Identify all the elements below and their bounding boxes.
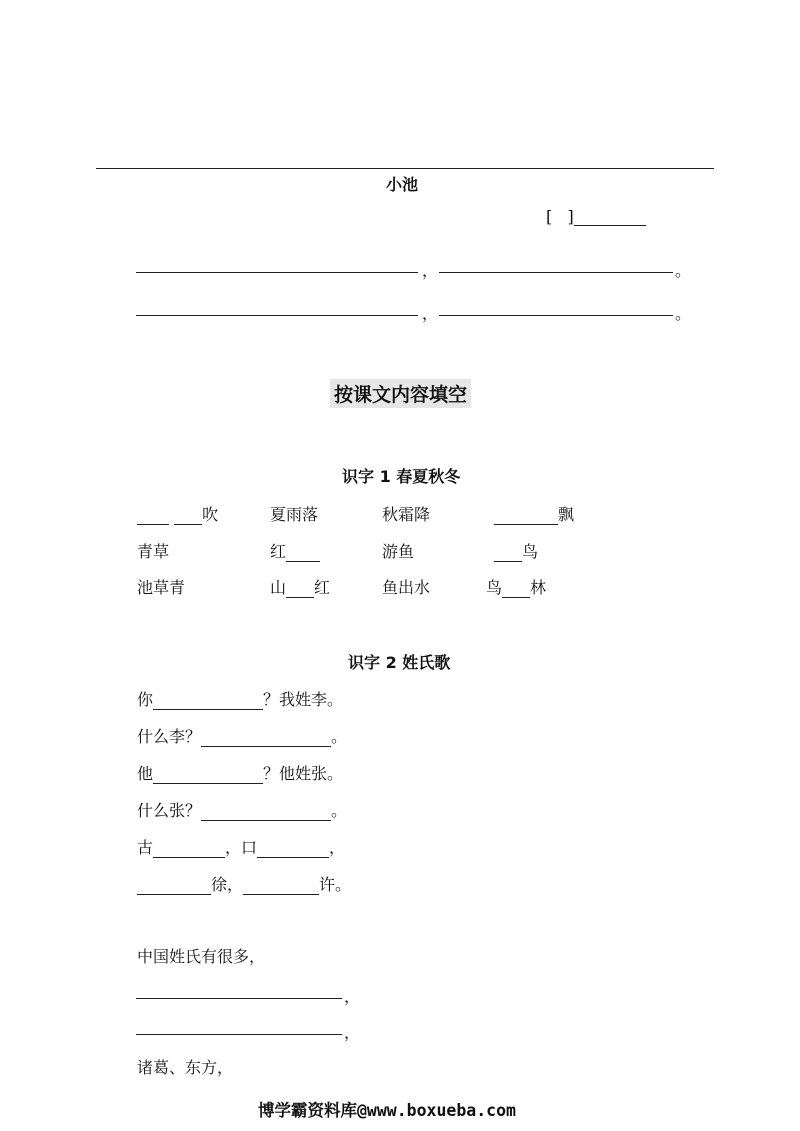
lesson2-line8-blank[interactable] [136,998,342,999]
poem-title: 小池 [386,175,419,194]
lesson2-line4-b: 。 [331,801,348,820]
lesson2-line10: 诸葛、东方， [137,1058,234,1077]
lesson1-row1-c2: 夏雨落 [270,505,319,524]
poem-line-1-period: 。 [675,261,692,280]
lesson1-row2-c1: 青草 [137,542,170,561]
lesson2-line3-a: 他 [137,764,154,783]
lesson2-line5-b: ，口 [225,838,258,857]
lesson1-row3-word5: 鸟 [486,578,503,597]
lesson1-row3-c3: 鱼出水 [382,578,431,597]
author-bracket: [ ] [546,207,574,226]
section-heading: 按课文内容填空 [330,379,471,408]
poem-line-1-left[interactable] [136,272,418,273]
lesson1-row2-c3: 游鱼 [382,542,415,561]
lesson2-line1-b: ？我姓李。 [263,690,344,709]
lesson1-row3-word6: 林 [530,578,547,597]
poem-line-2-right[interactable] [439,315,673,316]
top-rule [96,168,714,169]
lesson2-line3-b: ？他姓张。 [263,764,344,783]
lesson1-row3-c1: 池草青 [137,578,186,597]
lesson2-title: 识字 2 姓氏歌 [348,653,451,672]
lesson2-line5-a: 古 [137,838,154,857]
lesson2-line1[interactable] [137,687,343,710]
lesson2-line8-comma: ， [344,987,361,1006]
poem-line-1-comma: ， [422,261,439,280]
lesson1-row3-word2: 山 [270,578,287,597]
poem-line-1-right[interactable] [439,272,673,273]
poem-line-2-left[interactable] [136,315,418,316]
author-blank[interactable] [546,207,646,226]
lesson2-line6-a: 徐， [211,875,244,894]
lesson2-line6-b: 许。 [319,875,352,894]
lesson1-row1-word1: 吹 [202,505,219,524]
poem-line-2-period: 。 [675,304,692,323]
lesson2-line5-c: ， [329,838,346,857]
lesson2-line5[interactable] [137,835,345,858]
lesson1-row1-word4: 飘 [558,505,575,524]
lesson1-row2-word4: 鸟 [522,542,539,561]
lesson2-line1-a: 你 [137,690,154,709]
lesson2-line3[interactable] [137,761,343,784]
lesson1-row1-c4[interactable] [494,502,574,525]
lesson1-row3-word3: 红 [314,578,331,597]
lesson1-row2-c2[interactable] [270,539,320,562]
lesson1-row2-c4[interactable] [494,539,538,562]
lesson1-row1-c3: 秋霜降 [382,505,431,524]
lesson2-line7: 中国姓氏有很多， [137,947,266,966]
lesson2-line2[interactable] [137,724,347,747]
lesson2-line9-comma: ， [344,1023,361,1042]
lesson1-title: 识字 1 春夏秋冬 [342,467,461,486]
lesson1-row3-c2[interactable] [270,575,330,598]
lesson2-line4-a: 什么张？ [137,801,202,820]
poem-line-2-comma: ， [422,304,439,323]
lesson1-row1-c1[interactable] [137,502,218,525]
lesson2-line2-a: 什么李？ [137,727,202,746]
lesson1-row3-c4[interactable] [486,575,546,598]
lesson1-row2-word2: 红 [270,542,287,561]
lesson2-line2-b: 。 [331,727,348,746]
lesson2-line4[interactable] [137,798,347,821]
lesson2-line6[interactable] [137,872,351,895]
footer-watermark: 博学霸资料库@www.boxueba.com [258,1101,516,1120]
lesson2-line9-blank[interactable] [136,1034,342,1035]
